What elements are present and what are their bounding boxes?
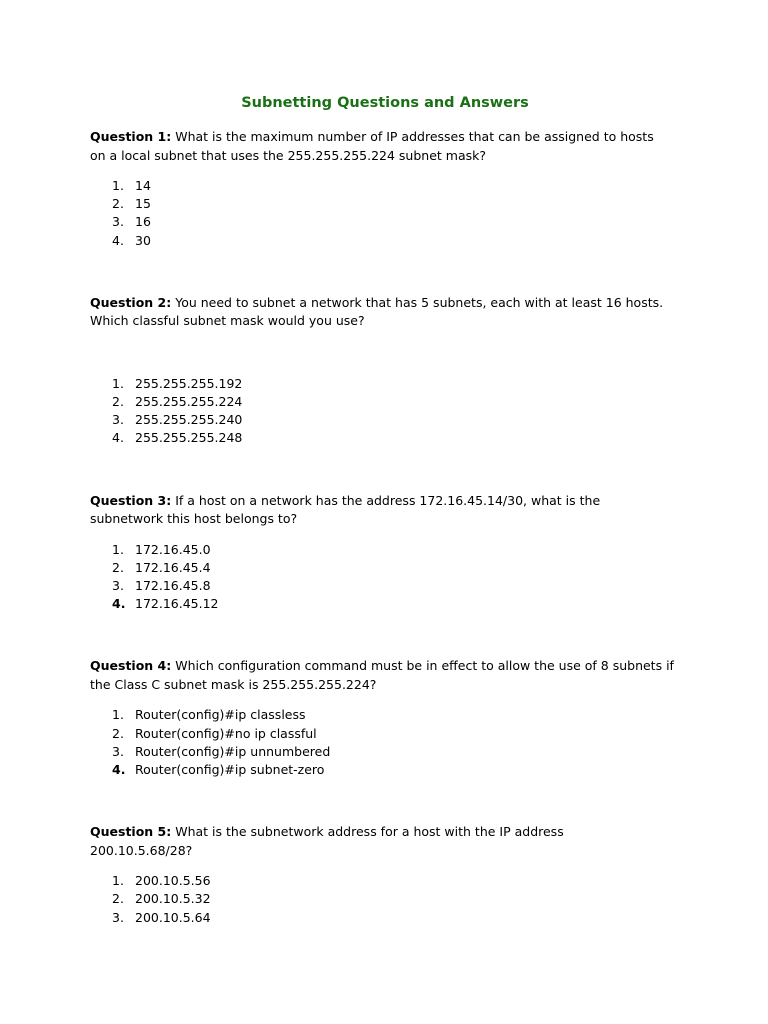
option-number: 4. bbox=[112, 596, 126, 612]
option-number: 4. bbox=[112, 762, 126, 778]
option-text: 255.255.255.248 bbox=[135, 430, 243, 446]
document-page bbox=[90, 93, 680, 927]
option-number: 2. bbox=[112, 891, 124, 907]
option-text: Router(config)#ip subnet-zero bbox=[135, 762, 325, 778]
answer-option bbox=[90, 872, 680, 890]
option-text: 172.16.45.12 bbox=[135, 596, 219, 612]
option-number: 2. bbox=[112, 725, 124, 741]
question-block-3 bbox=[90, 492, 680, 614]
option-number: 1. bbox=[112, 375, 124, 391]
option-number: 1. bbox=[112, 873, 124, 889]
option-number: 2. bbox=[112, 196, 124, 212]
answer-option bbox=[90, 429, 680, 447]
option-number: 2. bbox=[112, 394, 124, 410]
question-label: Question 1: bbox=[90, 129, 172, 144]
answer-option bbox=[90, 743, 680, 761]
answer-list bbox=[90, 541, 680, 614]
option-text: 172.16.45.4 bbox=[135, 559, 211, 575]
option-text: 255.255.255.192 bbox=[135, 375, 243, 391]
answer-option bbox=[90, 706, 680, 724]
option-number: 1. bbox=[112, 178, 124, 193]
question-block-4 bbox=[90, 657, 680, 779]
option-number: 2. bbox=[112, 559, 124, 575]
option-text: 172.16.45.0 bbox=[135, 541, 211, 557]
answer-option bbox=[90, 393, 680, 411]
option-number: 1. bbox=[112, 707, 124, 723]
question-label: Question 4: bbox=[90, 658, 172, 674]
question-text bbox=[90, 492, 620, 529]
question-text bbox=[90, 294, 680, 331]
question-body: What is the subnetwork address for a host with the IP address 200.10.5.68/28? bbox=[90, 824, 564, 858]
answer-option bbox=[90, 890, 680, 908]
question-body: What is the maximum number of IP addresses that can be assigned to hosts on a local subnet that uses the 255.255.255.224 subnet mask? bbox=[90, 129, 654, 163]
option-text: 200.10.5.64 bbox=[135, 909, 211, 925]
option-text: 15 bbox=[135, 196, 151, 212]
answer-option bbox=[90, 177, 680, 195]
question-label: Question 3: bbox=[90, 492, 172, 508]
answer-list bbox=[90, 375, 680, 448]
answer-option bbox=[90, 725, 680, 743]
question-text bbox=[90, 128, 660, 165]
option-text: 172.16.45.8 bbox=[135, 578, 211, 594]
answer-option bbox=[90, 232, 680, 250]
question-block-2 bbox=[90, 294, 680, 448]
answer-option bbox=[90, 375, 680, 393]
option-text: 255.255.255.224 bbox=[135, 394, 243, 410]
option-number: 1. bbox=[112, 541, 124, 557]
option-text: Router(config)#no ip classful bbox=[135, 725, 317, 741]
question-label: Question 2: bbox=[90, 294, 172, 310]
option-text: 200.10.5.32 bbox=[135, 891, 211, 907]
answer-list bbox=[90, 706, 680, 779]
option-number: 3. bbox=[112, 743, 124, 759]
answer-option bbox=[90, 577, 680, 595]
question-block-5 bbox=[90, 823, 680, 927]
option-text: 255.255.255.240 bbox=[135, 412, 243, 428]
question-text bbox=[90, 823, 590, 860]
answer-option bbox=[90, 195, 680, 213]
answer-option bbox=[90, 559, 680, 577]
question-body: If a host on a network has the address 172.16.45.14/30, what is the subnetwork this host belongs to? bbox=[90, 492, 601, 527]
option-text: Router(config)#ip unnumbered bbox=[135, 743, 331, 759]
option-number: 3. bbox=[112, 412, 124, 428]
option-number: 4. bbox=[112, 232, 124, 248]
option-number: 3. bbox=[112, 214, 124, 230]
answer-list bbox=[90, 177, 680, 250]
question-block-1 bbox=[90, 128, 680, 250]
answer-option bbox=[90, 213, 680, 231]
question-text bbox=[90, 657, 675, 694]
option-number: 4. bbox=[112, 430, 124, 446]
answer-list bbox=[90, 872, 680, 927]
option-text: 200.10.5.56 bbox=[135, 873, 211, 889]
answer-option bbox=[90, 411, 680, 429]
option-number: 3. bbox=[112, 909, 124, 925]
answer-option bbox=[90, 909, 680, 927]
option-text: 16 bbox=[135, 214, 151, 230]
answer-option bbox=[90, 761, 680, 779]
option-number: 3. bbox=[112, 578, 124, 594]
question-body: You need to subnet a network that has 5 subnets, each with at least 16 hosts. Which classful subnet mask would you use? bbox=[90, 294, 664, 329]
option-text: Router(config)#ip classless bbox=[135, 707, 306, 723]
option-text: 30 bbox=[135, 232, 151, 248]
answer-option bbox=[90, 541, 680, 559]
option-text: 14 bbox=[135, 178, 151, 193]
question-body: Which configuration command must be in effect to allow the use of 8 subnets if the Class C subnet mask is 255.255.255.224? bbox=[90, 658, 674, 692]
answer-option bbox=[90, 595, 680, 613]
question-label: Question 5: bbox=[90, 824, 172, 840]
page-title: Subnetting Questions and Answers bbox=[241, 95, 529, 111]
